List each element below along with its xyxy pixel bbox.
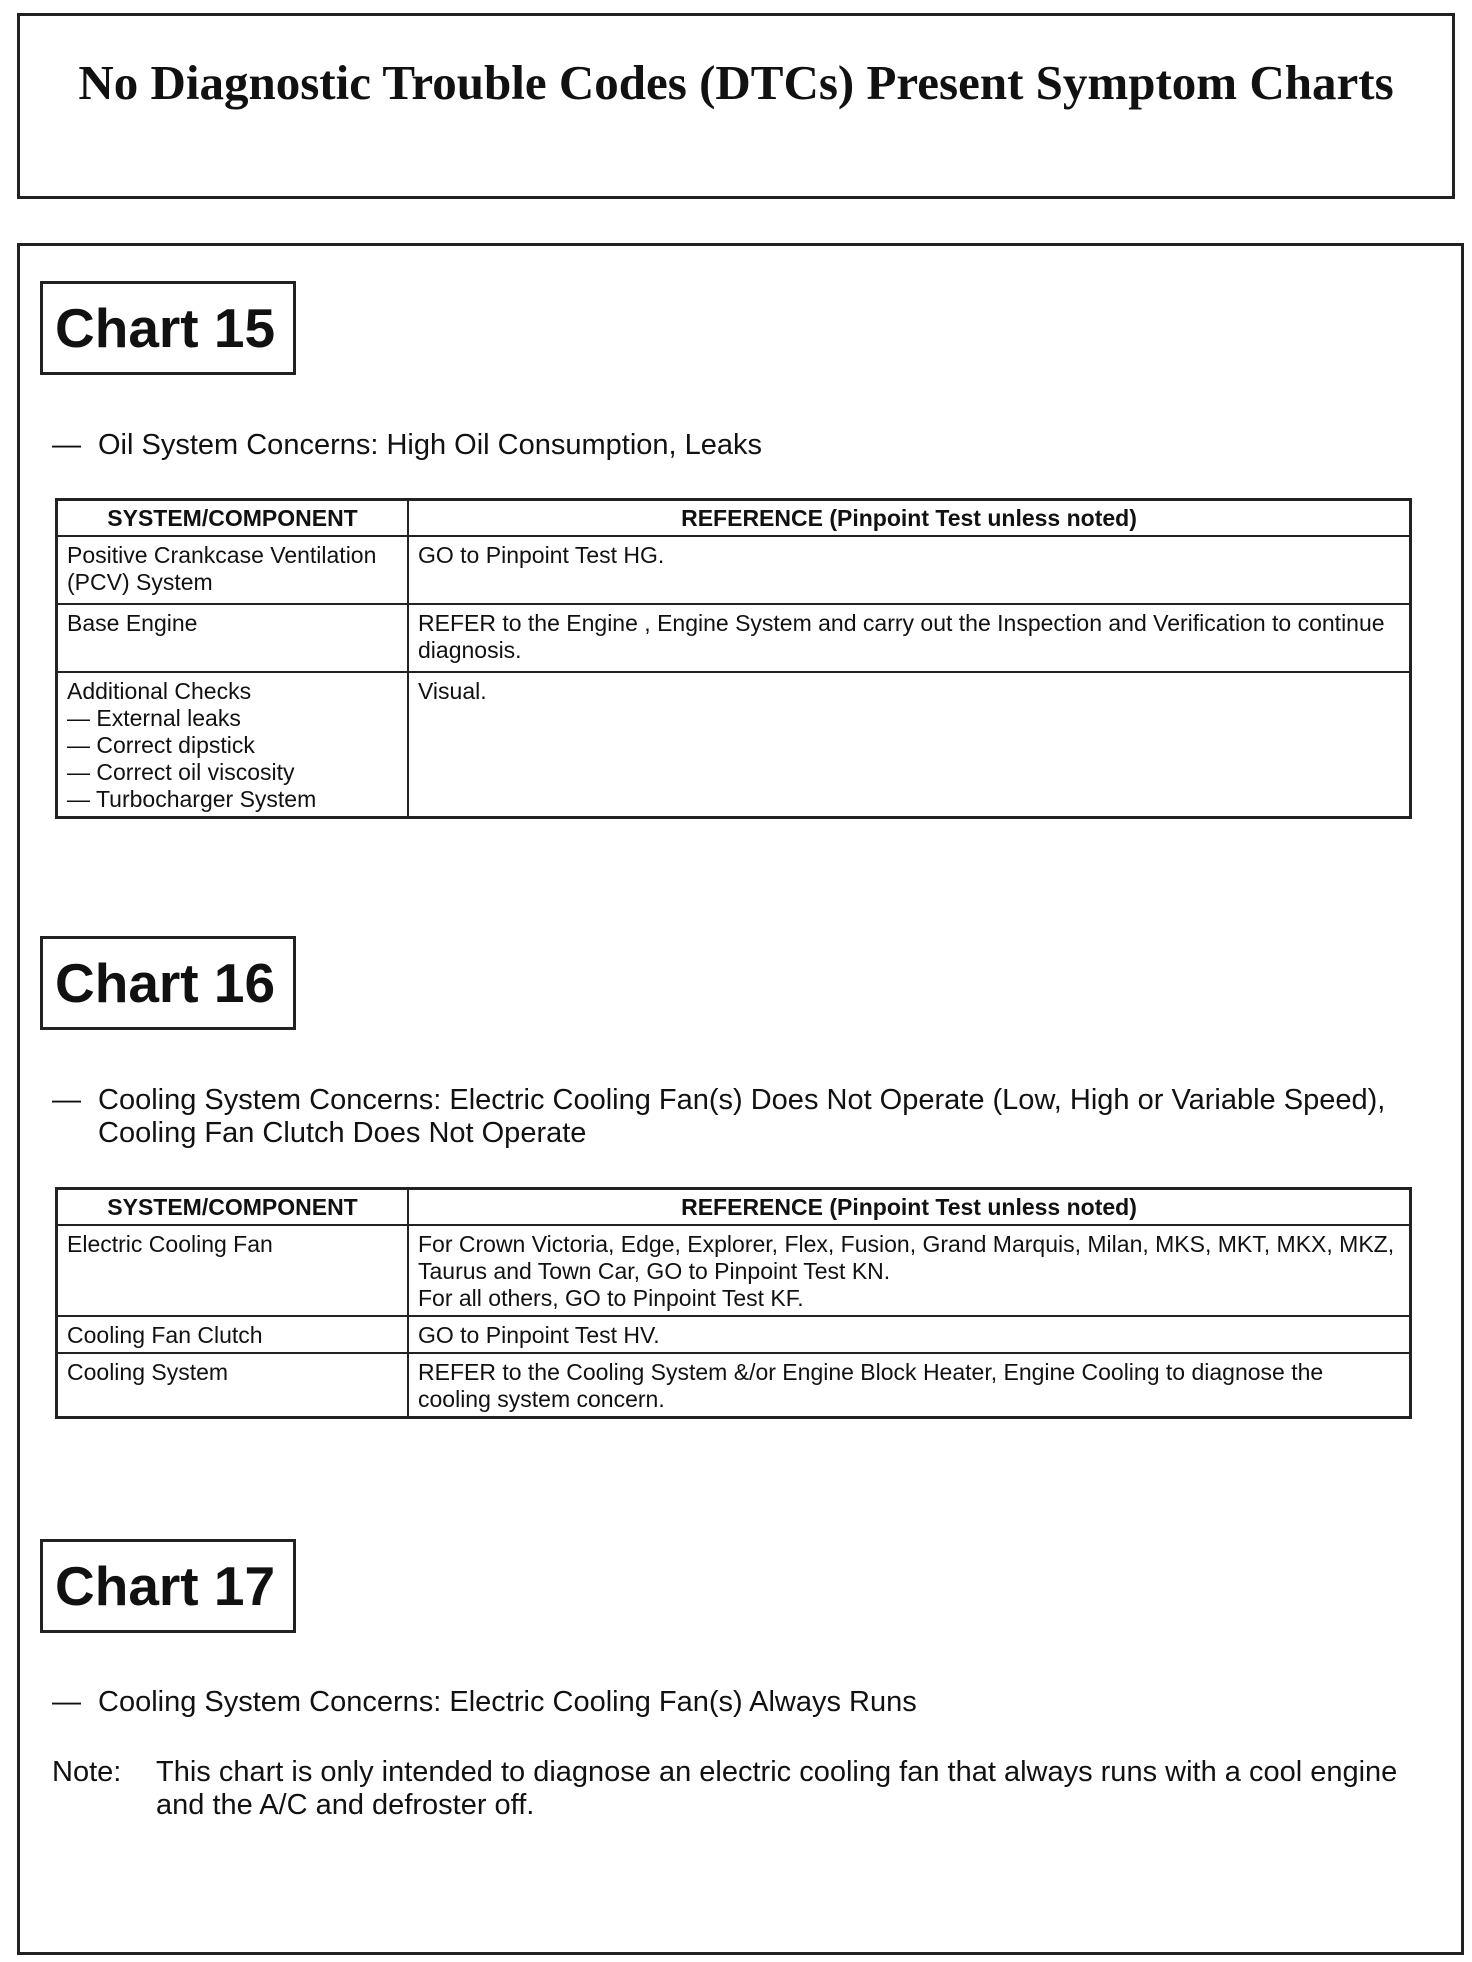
main-content [17, 243, 1464, 1955]
reference-cell: GO to Pinpoint Test HV. [408, 1316, 1411, 1353]
note-label: Note: [52, 1756, 122, 1788]
table-header-row [57, 500, 1411, 537]
reference-cell: GO to Pinpoint Test HG. [408, 536, 1411, 604]
system-cell: Electric Cooling Fan [57, 1225, 409, 1316]
table-row [57, 604, 1411, 672]
col-header-reference: REFERENCE (Pinpoint Test unless noted) [408, 1189, 1411, 1226]
col-header-system: SYSTEM/COMPONENT [57, 1189, 409, 1226]
reference-cell: REFER to the Cooling System &/or Engine Block Heater, Engine Cooling to diagnose the cooling system concern. [408, 1353, 1411, 1418]
system-cell: Cooling System [57, 1353, 409, 1418]
reference-cell: REFER to the Engine , Engine System and carry out the Inspection and Verification to continue diagnosis. [408, 604, 1411, 672]
col-header-reference: REFERENCE (Pinpoint Test unless noted) [408, 500, 1411, 537]
chart-17-label: Chart 17 [40, 1539, 296, 1633]
table-row [57, 672, 1411, 818]
table-row [57, 1225, 1411, 1316]
table-row [57, 1353, 1411, 1418]
system-cell-title: Additional Checks [67, 678, 252, 704]
sub-item: — Turbocharger System [67, 786, 317, 812]
table-row [57, 536, 1411, 604]
reference-text-2: For all others, GO to Pinpoint Test KF. [418, 1285, 804, 1311]
page-title: No Diagnostic Trouble Codes (DTCs) Present Symptom Charts [78, 55, 1394, 110]
reference-cell [408, 1225, 1411, 1316]
table-header-row [57, 1189, 1411, 1226]
chart-16-table [55, 1187, 1412, 1419]
system-cell: Positive Crankcase Ventilation (PCV) System [57, 536, 409, 604]
sub-item: — Correct dipstick [67, 732, 255, 758]
title-box [17, 13, 1455, 199]
chart-16-concern [52, 1084, 1432, 1150]
chart-15-label: Chart 15 [40, 281, 296, 375]
system-cell [57, 672, 409, 818]
chart-17-concern [52, 1686, 1432, 1719]
chart-15-table [55, 498, 1412, 819]
col-header-system: SYSTEM/COMPONENT [57, 500, 409, 537]
reference-cell: Visual. [408, 672, 1411, 818]
chart-16-concern-text: Cooling System Concerns: Electric Cooling Fan(s) Does Not Operate (Low, High or Variable Speed), Cooling Fan Clutch Does Not Operate [98, 1084, 1386, 1149]
sub-item: — External leaks [67, 705, 241, 731]
reference-text: For Crown Victoria, Edge, Explorer, Flex, Fusion, Grand Marquis, Milan, MKS, MKT, MKX, MKZ, Taurus and Town Car, GO to Pinpoint Test KN. [418, 1231, 1395, 1284]
dash: — [52, 1686, 81, 1718]
dash: — [52, 429, 81, 461]
chart-15-concern [52, 429, 1432, 462]
chart-16-label: Chart 16 [40, 936, 296, 1030]
sub-item: — Correct oil viscosity [67, 759, 295, 785]
note-text: This chart is only intended to diagnose an electric cooling fan that always runs with a cool engine and the A/C and defroster off. [156, 1756, 1398, 1821]
chart-15-concern-text: Oil System Concerns: High Oil Consumption, Leaks [98, 429, 763, 461]
table-row [57, 1316, 1411, 1353]
system-cell: Base Engine [57, 604, 409, 672]
chart-17-note [52, 1756, 1442, 1822]
chart-17-concern-text: Cooling System Concerns: Electric Cooling Fan(s) Always Runs [98, 1686, 917, 1718]
dash: — [52, 1084, 81, 1116]
system-cell: Cooling Fan Clutch [57, 1316, 409, 1353]
